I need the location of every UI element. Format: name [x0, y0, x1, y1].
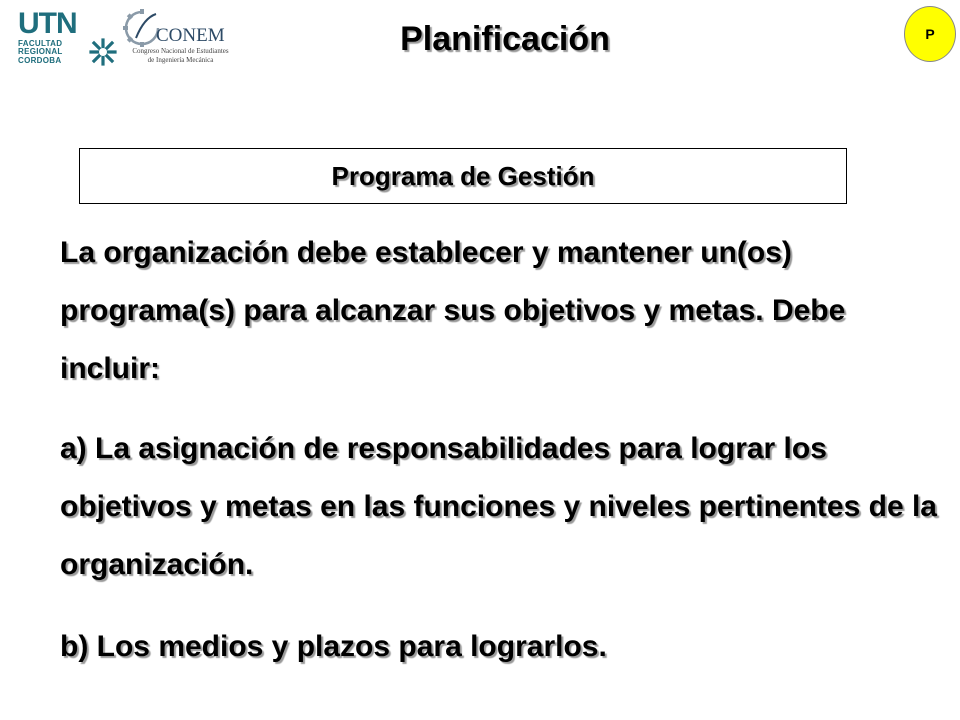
list-item-a: a) La asignación de responsabilidades para lograr los objetivos y metas en las funciones y niveles pertinentes de la organización. [60, 432, 937, 581]
utn-logo-line-2: REGIONAL [18, 47, 63, 57]
conem-logo-subtitle-line-2: de Ingeniería Mecánica [147, 56, 214, 64]
section-badge: P [904, 6, 956, 62]
utn-logo-line-1: FACULTAD [18, 39, 63, 48]
conem-logo-word: CONEM [156, 25, 225, 46]
utn-logo-line-3: CORDOBA [18, 55, 62, 65]
intro-paragraph: La organización debe establecer y mantener un(os) programa(s) para alcanzar sus objetivos y metas. Debe incluir: [60, 236, 846, 385]
page-title: Planificación [400, 20, 610, 58]
section-heading: Programa de Gestión [79, 148, 847, 204]
utn-logo-word: UTN [18, 7, 77, 40]
conem-logo-subtitle-line-1: Congreso Nacional de Estudiantes [132, 47, 229, 55]
list-item-b: b) Los medios y plazos para lograrlos. [60, 630, 607, 663]
